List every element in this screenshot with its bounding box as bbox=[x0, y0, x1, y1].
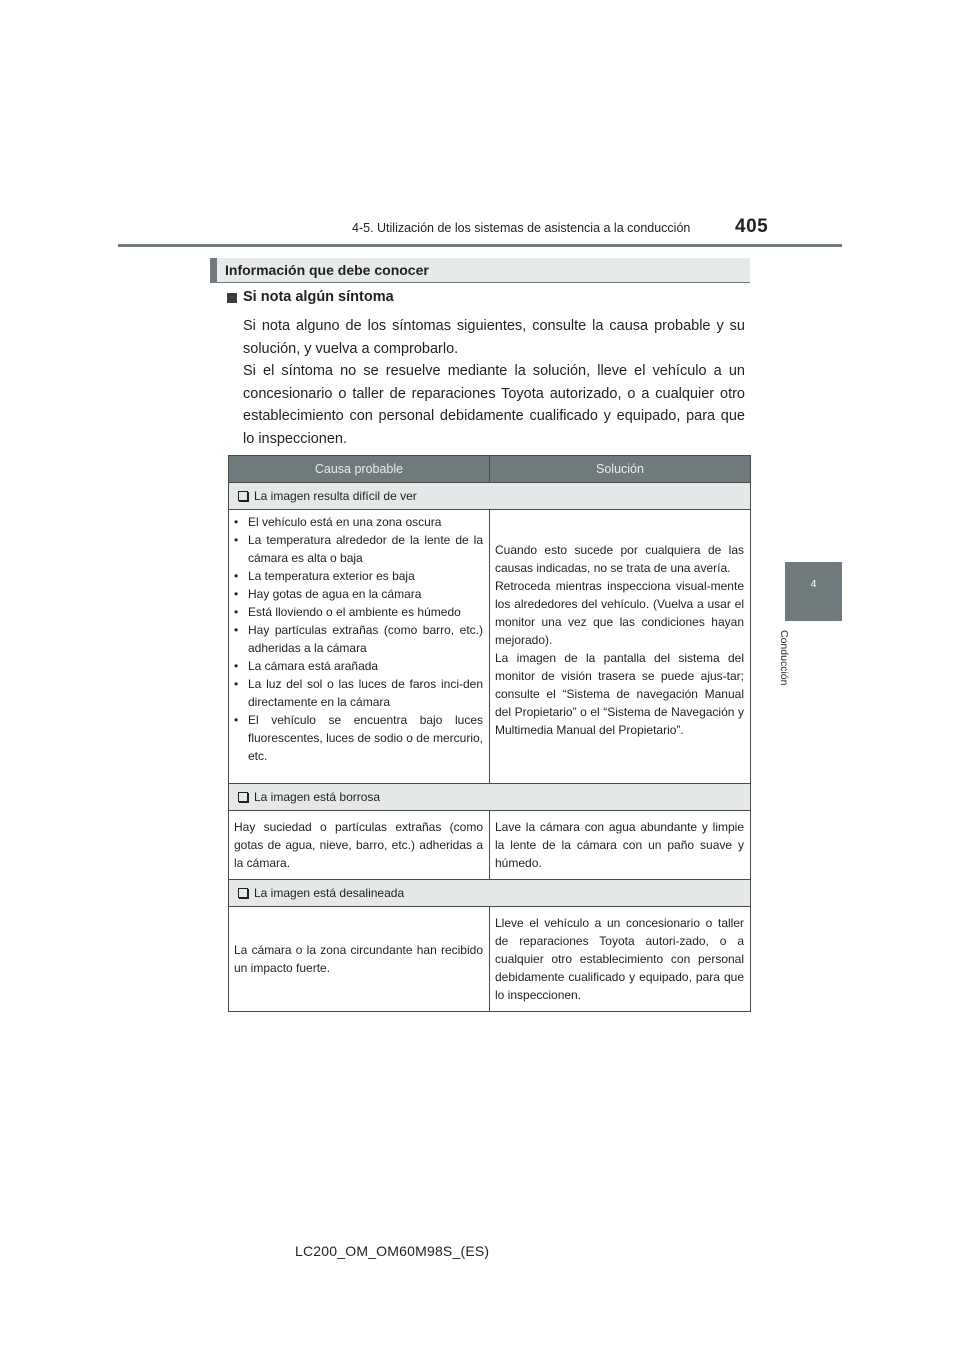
cause-list bbox=[234, 513, 483, 765]
header-rule bbox=[118, 244, 842, 247]
table-row bbox=[229, 510, 751, 784]
list-item: • La temperatura exterior es baja bbox=[234, 567, 483, 585]
square-bullet-icon bbox=[227, 293, 237, 303]
solution-cell: Lleve el vehículo a un concesionario o taller de reparaciones Toyota autori-zado, o a cualquier otro establecimiento con personal debidamente cualificado y equipado, para que lo inspeccionen. bbox=[490, 907, 751, 1012]
table-header-row bbox=[229, 456, 751, 483]
column-header-cause: Causa probable bbox=[229, 456, 490, 483]
symptom-paragraph-2: Si el síntoma no se resuelve mediante la solución, lleve el vehículo a un concesionario o taller de reparaciones Toyota autorizado, o a cualquier otro establecimiento con personal debidamente cualificado y equipado, para que lo inspeccionen. bbox=[243, 363, 745, 447]
group-title: La imagen está desalineada bbox=[254, 886, 405, 900]
troubleshooting-table bbox=[228, 455, 751, 1012]
table-row bbox=[229, 811, 751, 880]
table-group-row bbox=[229, 784, 751, 811]
group-title-cell bbox=[229, 880, 751, 907]
table-row bbox=[229, 907, 751, 1012]
column-header-solution: Solución bbox=[490, 456, 751, 483]
list-item: • Hay gotas de agua en la cámara bbox=[234, 585, 483, 603]
group-title: La imagen resulta difícil de ver bbox=[254, 489, 417, 503]
checkbox-icon bbox=[238, 792, 248, 802]
page-number: 405 bbox=[735, 216, 769, 237]
list-item: • Está lloviendo o el ambiente es húmedo bbox=[234, 603, 483, 621]
info-box-title: Información que debe conocer bbox=[225, 262, 429, 278]
table-group-row bbox=[229, 483, 751, 510]
list-item: • El vehículo se encuentra bajo luces fluorescentes, luces de sodio o de mercurio, etc. bbox=[234, 711, 483, 765]
list-item: • La luz del sol o las luces de faros inci-den directamente en la cámara bbox=[234, 675, 483, 711]
cause-cell: La cámara o la zona circundante han recibido un impacto fuerte. bbox=[229, 907, 490, 1012]
cause-cell bbox=[229, 510, 490, 784]
list-item: • El vehículo está en una zona oscura bbox=[234, 513, 483, 531]
group-title-cell bbox=[229, 483, 751, 510]
chapter-tab bbox=[785, 562, 842, 621]
group-title: La imagen está borrosa bbox=[254, 790, 381, 804]
table-group-row bbox=[229, 880, 751, 907]
list-item: • La cámara está arañada bbox=[234, 657, 483, 675]
cause-cell: Hay suciedad o partículas extrañas (como gotas de agua, nieve, barro, etc.) adheridas a la cámara. bbox=[229, 811, 490, 880]
list-item: • La temperatura alrededor de la lente de la cámara es alta o baja bbox=[234, 531, 483, 567]
symptom-heading: Si nota algún síntoma bbox=[243, 289, 394, 305]
chapter-label-text: Conducción bbox=[778, 630, 790, 686]
checkbox-icon bbox=[238, 491, 248, 501]
chapter-label bbox=[778, 630, 808, 710]
symptom-paragraph-1: Si nota alguno de los síntomas siguientes, consulte la causa probable y su solución, y vuelva a comprobarlo. bbox=[243, 318, 745, 357]
solution-cell: Lave la cámara con agua abundante y limpie la lente de la cámara con un paño suave y húmedo. bbox=[490, 811, 751, 880]
section-title: 4-5. Utilización de los sistemas de asistencia a la conducción bbox=[352, 221, 691, 235]
solution-cell: Cuando esto sucede por cualquiera de las causas indicadas, no se trata de una avería. Retroceda mientras inspecciona visual-mente los alrededores del vehículo. (Vuelva a usar el monitor una vez que las condiciones hayan mejorado). La imagen de la pantalla del sistema del monitor de visión trasera se puede ajus-tar; consulte el “Sistema de navegación Manual del Propietario” o el “Sistema de Navegación y Multimedia Manual del Propietario”. bbox=[490, 510, 751, 784]
chapter-number: 4 bbox=[810, 578, 817, 590]
checkbox-icon bbox=[238, 888, 248, 898]
info-box-accent bbox=[210, 258, 217, 283]
document-code: LC200_OM_OM60M98S_(ES) bbox=[295, 1243, 490, 1259]
list-item: • Hay partículas extrañas (como barro, etc.) adheridas a la cámara bbox=[234, 621, 483, 657]
group-title-cell bbox=[229, 784, 751, 811]
